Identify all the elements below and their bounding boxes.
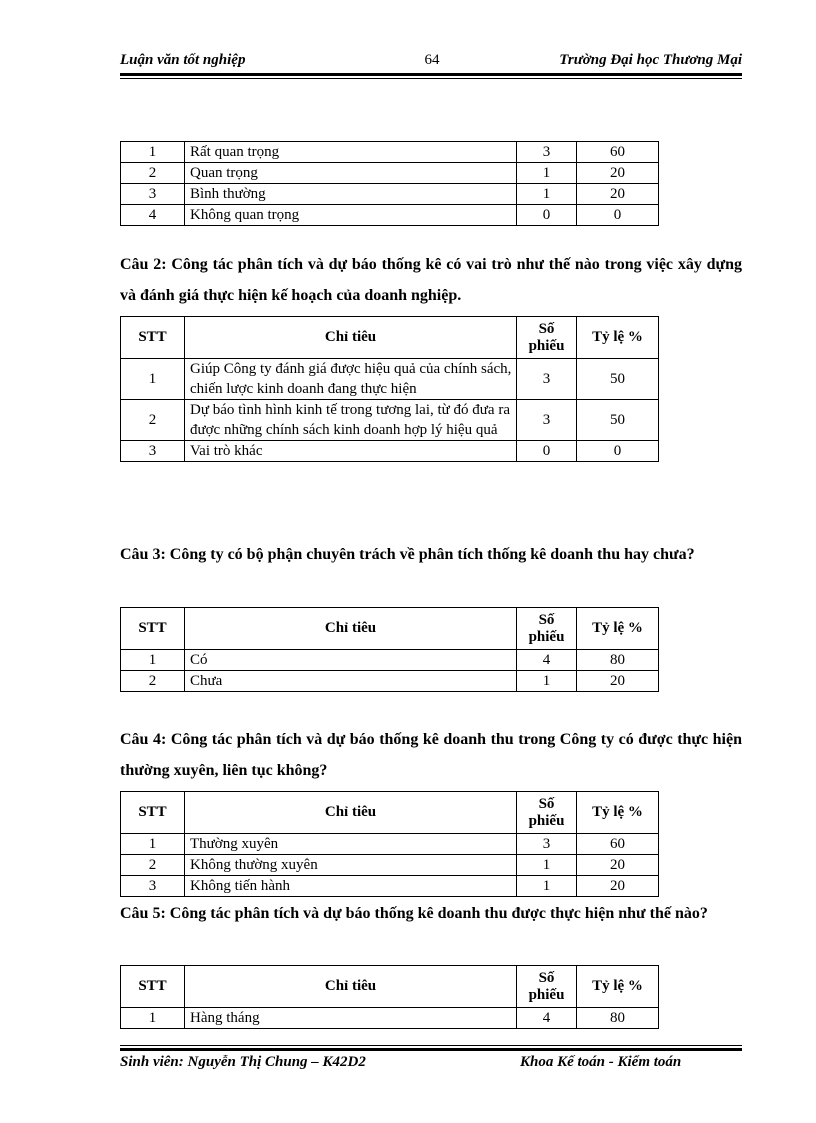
cell-count: 3 <box>517 359 577 400</box>
col-header-tyle: Tỷ lệ % <box>577 317 659 359</box>
cell-pct: 20 <box>577 855 659 876</box>
col-header-sophieu: Số phiếu <box>517 317 577 359</box>
cell-label: Quan trọng <box>185 163 517 184</box>
page-number: 64 <box>424 52 440 68</box>
cell-label: Vai trò khác <box>185 441 517 462</box>
cell-label: Không quan trọng <box>185 205 517 226</box>
table-row <box>121 834 659 855</box>
table-row <box>121 876 659 897</box>
cell-stt: 2 <box>121 163 185 184</box>
cell-count: 1 <box>517 671 577 692</box>
cell-count: 0 <box>517 441 577 462</box>
table-row <box>121 163 659 184</box>
col-header-chitieu: Chỉ tiêu <box>185 317 517 359</box>
footer-student: Sinh viên: Nguyễn Thị Chung – K42D2 <box>120 1054 366 1070</box>
table-header-row <box>121 608 659 650</box>
table-header-row <box>121 317 659 359</box>
footer-rule <box>120 1048 742 1051</box>
cell-stt: 2 <box>121 400 185 441</box>
col-header-chitieu: Chỉ tiêu <box>185 966 517 1008</box>
cell-pct: 60 <box>577 142 659 163</box>
table-row <box>121 650 659 671</box>
cell-pct: 0 <box>577 441 659 462</box>
cell-count: 1 <box>517 163 577 184</box>
cell-stt: 3 <box>121 876 185 897</box>
table-row <box>121 855 659 876</box>
cell-label: Dự báo tình hình kinh tế trong tương lai, từ đó đưa ra được những chính sách kinh doanh hợp lý hiệu quả <box>185 400 517 441</box>
table-row <box>121 142 659 163</box>
table-q2 <box>120 316 659 462</box>
cell-label: Giúp Công ty đánh giá được hiệu quả của chính sách, chiến lược kinh doanh đang thực hiện <box>185 359 517 400</box>
table-row <box>121 205 659 226</box>
col-header-sophieu: Số phiếu <box>517 966 577 1008</box>
cell-stt: 1 <box>121 834 185 855</box>
cell-count: 0 <box>517 205 577 226</box>
cell-stt: 1 <box>121 1008 185 1029</box>
col-header-stt: STT <box>121 792 185 834</box>
table-row <box>121 359 659 400</box>
table-q1-continued <box>120 141 659 226</box>
cell-pct: 0 <box>577 205 659 226</box>
cell-stt: 1 <box>121 650 185 671</box>
question-5: Câu 5: Công tác phân tích và dự báo thống kê doanh thu được thực hiện như thế nào? <box>120 905 708 922</box>
page-header <box>120 52 742 74</box>
cell-label: Chưa <box>185 671 517 692</box>
cell-label: Bình thường <box>185 184 517 205</box>
col-header-stt: STT <box>121 608 185 650</box>
col-header-tyle: Tỷ lệ % <box>577 966 659 1008</box>
cell-label: Rất quan trọng <box>185 142 517 163</box>
cell-pct: 20 <box>577 184 659 205</box>
table-header-row <box>121 966 659 1008</box>
cell-count: 4 <box>517 650 577 671</box>
table-row <box>121 400 659 441</box>
cell-stt: 1 <box>121 142 185 163</box>
col-header-tyle: Tỷ lệ % <box>577 608 659 650</box>
cell-count: 1 <box>517 184 577 205</box>
header-university: Trường Đại học Thương Mại <box>559 52 742 68</box>
table-q5 <box>120 965 659 1029</box>
cell-pct: 80 <box>577 1008 659 1029</box>
header-rule <box>120 73 742 76</box>
col-header-tyle: Tỷ lệ % <box>577 792 659 834</box>
cell-pct: 20 <box>577 876 659 897</box>
col-header-chitieu: Chỉ tiêu <box>185 608 517 650</box>
cell-label: Không thường xuyên <box>185 855 517 876</box>
question-3: Câu 3: Công ty có bộ phận chuyên trách về phân tích thống kê doanh thu hay chưa? <box>120 546 695 563</box>
footer-rule-thin <box>120 1045 742 1046</box>
cell-pct: 50 <box>577 400 659 441</box>
cell-stt: 3 <box>121 441 185 462</box>
cell-count: 4 <box>517 1008 577 1029</box>
header-thesis-title: Luận văn tốt nghiệp <box>120 52 246 68</box>
col-header-sophieu: Số phiếu <box>517 608 577 650</box>
table-row <box>121 441 659 462</box>
cell-count: 3 <box>517 400 577 441</box>
cell-pct: 20 <box>577 163 659 184</box>
page-footer <box>120 1054 742 1076</box>
col-header-stt: STT <box>121 317 185 359</box>
header-rule-thin <box>120 78 742 79</box>
cell-label: Có <box>185 650 517 671</box>
table-row <box>121 1008 659 1029</box>
cell-label: Thường xuyên <box>185 834 517 855</box>
cell-pct: 20 <box>577 671 659 692</box>
question-2: Câu 2: Công tác phân tích và dự báo thống kê có vai trò như thế nào trong việc xây dựng và đánh giá thực hiện kế hoạch của doanh nghiệp. <box>120 256 742 304</box>
cell-label: Hàng tháng <box>185 1008 517 1029</box>
table-header-row <box>121 792 659 834</box>
col-header-stt: STT <box>121 966 185 1008</box>
cell-count: 1 <box>517 876 577 897</box>
table-q3 <box>120 607 659 692</box>
cell-stt: 2 <box>121 855 185 876</box>
cell-stt: 1 <box>121 359 185 400</box>
table-q4 <box>120 791 659 897</box>
cell-stt: 2 <box>121 671 185 692</box>
cell-pct: 50 <box>577 359 659 400</box>
col-header-chitieu: Chỉ tiêu <box>185 792 517 834</box>
cell-stt: 3 <box>121 184 185 205</box>
cell-pct: 80 <box>577 650 659 671</box>
footer-faculty: Khoa Kế toán - Kiểm toán <box>520 1054 682 1070</box>
cell-stt: 4 <box>121 205 185 226</box>
cell-label: Không tiến hành <box>185 876 517 897</box>
col-header-sophieu: Số phiếu <box>517 792 577 834</box>
question-4: Câu 4: Công tác phân tích và dự báo thống kê doanh thu trong Công ty có được thực hiện thường xuyên, liên tục không? <box>120 731 742 779</box>
table-row <box>121 671 659 692</box>
cell-count: 3 <box>517 142 577 163</box>
cell-count: 3 <box>517 834 577 855</box>
cell-count: 1 <box>517 855 577 876</box>
cell-pct: 60 <box>577 834 659 855</box>
table-row <box>121 184 659 205</box>
